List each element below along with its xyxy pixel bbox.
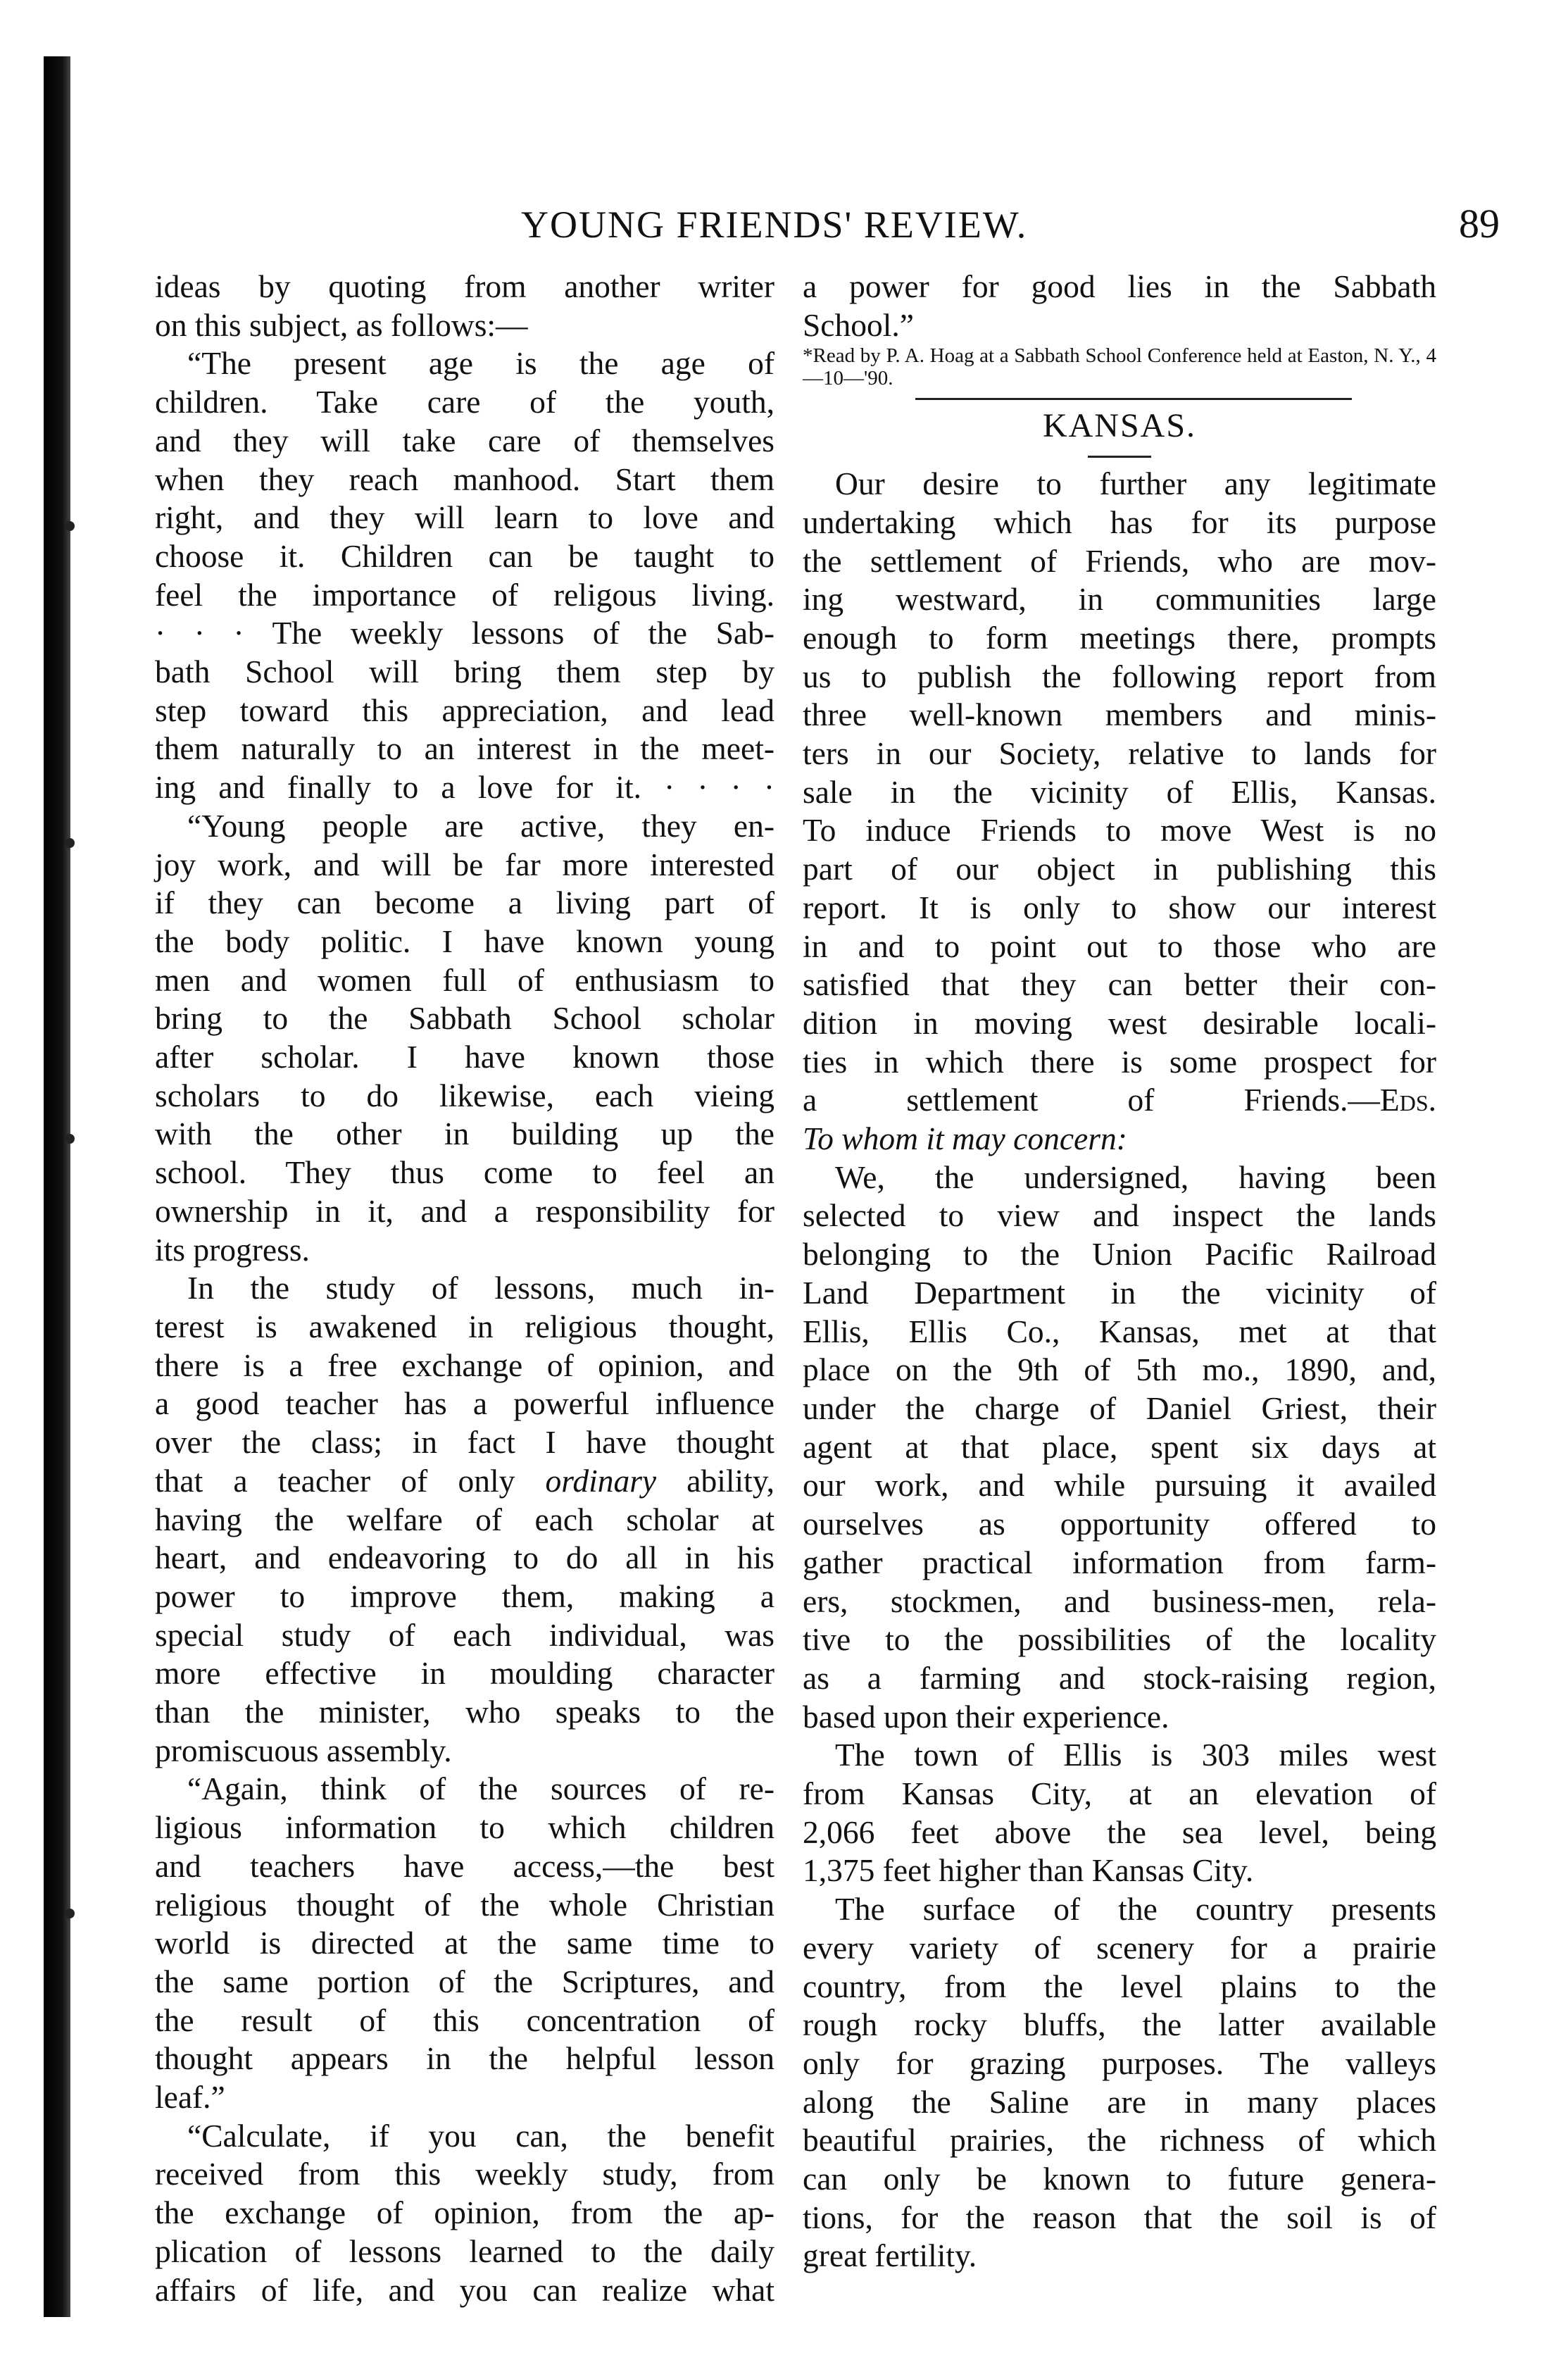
- text-line: with the other in building up the: [155, 1116, 774, 1152]
- text-line: the result of this concentration of: [155, 2002, 774, 2038]
- text-line: We, the undersigned, having been: [835, 1159, 1436, 1195]
- text-fragment: ability,: [656, 1462, 774, 1499]
- text-line: bath School will bring them step by: [155, 654, 774, 690]
- text-line: ing westward, in communities large: [803, 581, 1436, 618]
- binding-mark: [65, 1909, 75, 1918]
- text-line: selected to view and inspect the lands: [803, 1197, 1436, 1234]
- running-title: YOUNG FRIENDS' REVIEW.: [521, 204, 1028, 246]
- text-line: men and women full of enthusiasm to: [155, 961, 774, 998]
- text-line: Land Department in the vicinity of: [803, 1274, 1436, 1311]
- emphasis-ordinary: ordinary: [545, 1462, 657, 1499]
- heading-underline: [1088, 456, 1151, 458]
- page-header: [155, 197, 1500, 248]
- text-line: its progress.: [155, 1231, 310, 1268]
- text-line: special study of each individual, was: [155, 1616, 774, 1653]
- text-line: children. Take care of the youth,: [155, 384, 774, 420]
- text-line: on this subject, as follows:—: [155, 306, 528, 343]
- text-line: sale in the vicinity of Ellis, Kansas.: [803, 773, 1436, 810]
- text-line: Our desire to further any legitimate: [835, 466, 1436, 502]
- text-line: us to publish the following report from: [803, 658, 1436, 694]
- text-line: To induce Friends to move West is no: [803, 812, 1436, 849]
- text-line: tive to the possibilities of the locality: [803, 1621, 1436, 1658]
- salutation: To whom it may concern:: [803, 1120, 1127, 1157]
- text-line: agent at that place, spent six days at: [803, 1428, 1436, 1465]
- text-line: thought appears in the helpful lesson: [155, 2040, 774, 2077]
- text-line: the exchange of opinion, from the ap-: [155, 2194, 774, 2231]
- text-line: can only be known to future genera-: [803, 2161, 1436, 2197]
- text-fragment: that a teacher of only: [155, 1462, 546, 1499]
- text-line: when they reach manhood. Start them: [155, 461, 774, 497]
- text-line: 1,375 feet higher than Kansas City.: [803, 1852, 1254, 1889]
- text-line: the body politic. I have known young: [155, 923, 774, 959]
- text-line: report. It is only to show our interest: [803, 889, 1436, 925]
- text-line: ing and finally to a love for it. · · · ·: [155, 769, 774, 806]
- text-line: the settlement of Friends, who are mov-: [803, 542, 1436, 579]
- text-line: power to improve them, making a: [155, 1578, 774, 1614]
- text-line: and teachers have access,—the best: [155, 1847, 774, 1884]
- text-line: ourselves as opportunity offered to: [803, 1506, 1436, 1542]
- text-fragment: a settlement of Friends.—: [803, 1082, 1380, 1118]
- text-line: school. They thus come to feel an: [155, 1154, 774, 1191]
- text-line: them naturally to an interest in the meet-: [155, 730, 774, 767]
- text-line: in and to point out to those who are: [803, 928, 1436, 964]
- text-line: every variety of scenery for a prairie: [803, 1929, 1436, 1966]
- text-line: ers, stockmen, and business-men, rela-: [803, 1582, 1436, 1619]
- text-line: ties in which there is some prospect for: [803, 1043, 1436, 1080]
- book-binding-edge: [44, 56, 70, 2317]
- text-line: enough to form meetings there, prompts: [803, 619, 1436, 656]
- text-line: more effective in moulding character: [155, 1655, 774, 1692]
- text-line: joy work, and will be far more interested: [155, 846, 774, 882]
- binding-mark: [65, 521, 75, 531]
- text-line: only for grazing purposes. The valleys: [803, 2044, 1436, 2081]
- section-heading: KANSAS.: [1042, 407, 1197, 445]
- text-line: ownership in it, and a responsibility for: [155, 1192, 774, 1229]
- editors-signoff: Eds.: [1379, 1082, 1436, 1118]
- text-line: there is a free exchange of opinion, and: [155, 1347, 774, 1383]
- text-line: plication of lessons learned to the daily: [155, 2233, 774, 2269]
- text-line: as a farming and stock-raising region,: [803, 1659, 1436, 1696]
- text-line: scholars to do likewise, each vieing: [155, 1077, 774, 1113]
- text-line: choose it. Children can be taught to: [155, 537, 774, 574]
- text-line: if they can become a living part of: [155, 885, 774, 921]
- binding-mark: [65, 838, 75, 848]
- text-line: satisfied that they can better their con-: [803, 966, 1436, 1003]
- text-line: under the charge of Daniel Griest, their: [803, 1390, 1436, 1426]
- text-line: step toward this appreciation, and lead: [155, 692, 774, 728]
- text-line: than the minister, who speaks to the: [155, 1694, 774, 1730]
- text-line: the same portion of the Scriptures, and: [155, 1963, 774, 1999]
- text-line: “Young people are active, they en-: [187, 807, 774, 844]
- text-line: from Kansas City, at an elevation of: [803, 1775, 1436, 1812]
- text-line: beautiful prairies, the richness of which: [803, 2122, 1436, 2159]
- text-line: · · · The weekly lessons of the Sab-: [155, 615, 774, 651]
- footnote: *Read by P. A. Hoag at a Sabbath School Conference held at Easton, N. Y., 4—10—'90.: [803, 344, 1436, 390]
- right-column: [803, 268, 1436, 2275]
- text-line: ideas by quoting from another writer: [155, 268, 774, 304]
- left-column: [155, 268, 774, 2309]
- text-line: based upon their experience.: [803, 1698, 1169, 1735]
- text-line-with-emphasis: [155, 1462, 774, 1501]
- text-line: bring to the Sabbath School scholar: [155, 1000, 774, 1037]
- text-line: promiscuous assembly.: [155, 1732, 452, 1768]
- text-line: “Calculate, if you can, the benefit: [187, 2117, 774, 2154]
- text-line: place on the 9th of 5th mo., 1890, and,: [803, 1351, 1436, 1388]
- page-number: 89: [1459, 201, 1500, 246]
- text-line: a good teacher has a powerful influence: [155, 1385, 774, 1422]
- text-line: religious thought of the whole Christian: [155, 1886, 774, 1923]
- text-line: world is directed at the same time to: [155, 1925, 774, 1961]
- text-line: great fertility.: [803, 2237, 977, 2274]
- text-line: ters in our Society, relative to lands for: [803, 735, 1436, 772]
- text-line: terest is awakened in religious thought,: [155, 1308, 774, 1344]
- text-line: dition in moving west desirable locali-: [803, 1004, 1436, 1041]
- text-line: right, and they will learn to love and: [155, 499, 774, 536]
- text-line: after scholar. I have known those: [155, 1039, 774, 1075]
- text-line: over the class; in fact I have thought: [155, 1424, 774, 1461]
- text-line: School.”: [803, 306, 914, 343]
- text-line: a power for good lies in the Sabbath: [803, 268, 1436, 304]
- text-line: feel the importance of religous living.: [155, 576, 774, 613]
- text-line: heart, and endeavoring to do all in his: [155, 1540, 774, 1576]
- text-line: “Again, think of the sources of re-: [187, 1771, 774, 1807]
- text-line: belonging to the Union Pacific Railroad: [803, 1236, 1436, 1273]
- text-line: part of our object in publishing this: [803, 851, 1436, 887]
- text-line: three well-known members and minis-: [803, 697, 1436, 733]
- text-line: 2,066 feet above the sea level, being: [803, 1813, 1436, 1850]
- text-line: Ellis, Ellis Co., Kansas, met at that: [803, 1313, 1436, 1349]
- text-line: rough rocky bluffs, the latter available: [803, 2006, 1436, 2043]
- text-line: “The present age is the age of: [187, 345, 774, 382]
- text-line: country, from the level plains to the: [803, 1968, 1436, 2004]
- text-line: tions, for the reason that the soil is of: [803, 2199, 1436, 2235]
- text-line: our work, and while pursuing it availed: [803, 1467, 1436, 1504]
- text-line: and they will take care of themselves: [155, 422, 774, 458]
- text-line: along the Saline are in many places: [803, 2083, 1436, 2120]
- section-divider: [915, 398, 1352, 400]
- text-line: leaf.”: [155, 2079, 225, 2116]
- text-line: The surface of the country presents: [835, 1891, 1436, 1928]
- text-line: ligious information to which children: [155, 1809, 774, 1846]
- text-line-with-signoff: [803, 1081, 1436, 1120]
- text-line: received from this weekly study, from: [155, 2156, 774, 2192]
- text-line: gather practical information from farm-: [803, 1544, 1436, 1580]
- binding-mark: [65, 1134, 75, 1144]
- text-line: having the welfare of each scholar at: [155, 1501, 774, 1537]
- text-line: The town of Ellis is 303 miles west: [835, 1737, 1436, 1773]
- text-line: affairs of life, and you can realize what: [155, 2271, 774, 2308]
- text-line: In the study of lessons, much in-: [187, 1270, 774, 1306]
- text-line: undertaking which has for its purpose: [803, 504, 1436, 540]
